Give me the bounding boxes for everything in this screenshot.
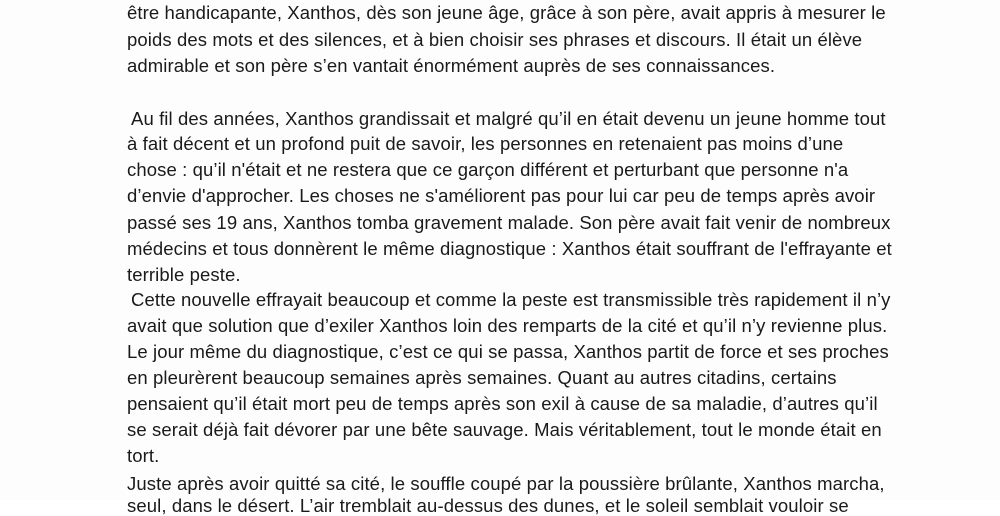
text-line-15: pensaient qu’il était mort peu de temps après son exil à cause de sa maladie, d’autres qu’il (127, 393, 878, 414)
text-line-13: Le jour même du diagnostique, c’est ce qui se passa, Xanthos partit de force et ses proches (127, 341, 889, 362)
text-line-10: terrible peste. (127, 264, 241, 285)
text-line-2: poids des mots et des silences, et à bien choisir ses phrases et discours. Il était un élève (127, 29, 863, 50)
text-line-8: passé ses 19 ans, Xanthos tomba gravement malade. Son père avait fait venir de nombreux (127, 212, 891, 233)
text-line-3: admirable et son père s’en vantait énormément auprès de ses connaissances. (127, 55, 776, 76)
text-line-12: avait que solution que d’exiler Xanthos loin des remparts de la cité et qu’il n’y revienne plus. (127, 315, 888, 336)
text-line-4: Au fil des années, Xanthos grandissait et malgré qu’il en était devenu un jeune homme tout (131, 108, 886, 129)
text-line-18: Juste après avoir quitté sa cité, le souffle coupé par la poussière brûlante, Xanthos marcha, (127, 473, 885, 494)
text-line-9: médecins et tous donnèrent le même diagnostique : Xanthos était souffrant de l'effrayante et (127, 238, 892, 259)
text-line-17: tort. (127, 445, 160, 466)
text-line-5: à fait décent et un profond puit de savoir, les personnes en retenaient pas moins d’une (127, 133, 844, 154)
text-line-14: en pleurèrent beaucoup semaines après semaines. Quant au autres citadins, certains (127, 367, 837, 388)
text-line-1: être handicapante, Xanthos, dès son jeune âge, grâce à son père, avait appris à mesurer le (127, 2, 886, 23)
text-line-16: se serait déjà fait dévorer par une bête sauvage. Mais véritablement, tout le monde était en (127, 419, 882, 440)
text-line-6: chose : qu’il n'était et ne restera que ce garçon différent et perturbant que personne n'a (127, 159, 849, 180)
text-line-19: seul, dans le désert. L’air tremblait au-dessus des dunes, et le soleil semblait vouloir se (127, 495, 849, 516)
text-line-7: d’envie d'approcher. Les choses ne s'améliorent pas pour lui car peu de temps après avoir (127, 185, 876, 206)
text-line-11: Cette nouvelle effrayait beaucoup et comme la peste est transmissible très rapidement il n’y (131, 289, 891, 310)
